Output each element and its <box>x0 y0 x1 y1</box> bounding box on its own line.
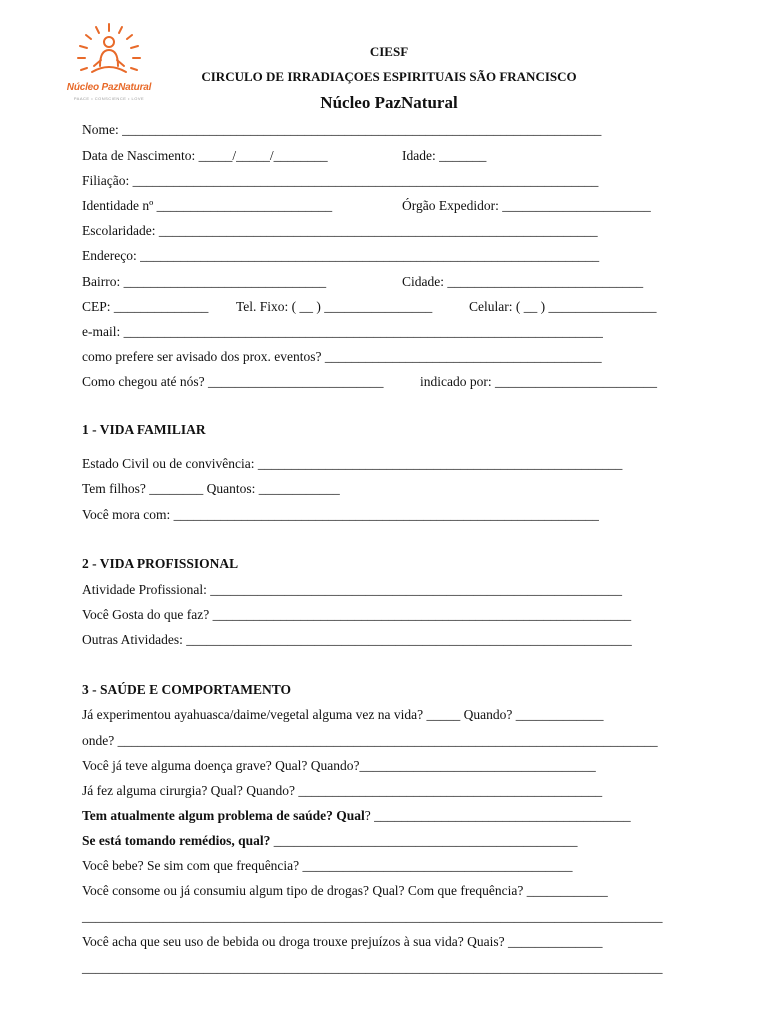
field-indicado: indicado por: ________________________ <box>420 374 657 389</box>
field-filhos[interactable]: Tem filhos? ________ Quantos: ____________ <box>82 481 340 496</box>
field-bairro-cidade[interactable] <box>82 274 688 292</box>
field-problema-saude[interactable] <box>82 808 688 826</box>
field-bairro: Bairro: ______________________________ <box>82 274 327 289</box>
field-identidade-orgao[interactable] <box>82 198 688 216</box>
problema-saude-label: Tem atualmente algum problema de saúde? Qual <box>82 808 365 823</box>
field-nascimento-idade[interactable] <box>82 148 688 166</box>
page-title: Núcleo PazNatural <box>320 93 458 112</box>
remedios-line: _____________________________________________ <box>270 833 578 848</box>
field-drogas-line[interactable]: ______________________________________________________________________________________ <box>82 909 663 924</box>
problema-saude-line: ? ______________________________________ <box>364 808 631 823</box>
field-celular: Celular: ( __ ) ________________ <box>469 299 657 314</box>
field-remedios[interactable] <box>82 833 688 851</box>
field-onde[interactable]: onde? ________________________________________________________________________________ <box>82 733 658 748</box>
field-gosta[interactable]: Você Gosta do que faz? ______________________________________________________________ <box>82 607 632 622</box>
field-identidade: Identidade nº __________________________ <box>82 198 333 213</box>
field-idade: Idade: _______ <box>402 148 487 163</box>
field-drogas[interactable]: Você consome ou já consumiu algum tipo de drogas? Qual? Com que frequência? ____________ <box>82 883 608 898</box>
remedios-label: Se está tomando remédios, qual? <box>82 833 271 848</box>
field-cep-telefones[interactable] <box>82 299 688 317</box>
field-cirurgia[interactable]: Já fez alguma cirurgia? Qual? Quando? _____________________________________________ <box>82 783 603 798</box>
field-outras-atividades[interactable]: Outras Atividades: __________________________________________________________________ <box>82 632 632 647</box>
logo-name: Núcleo PazNatural <box>66 82 152 93</box>
field-aviso[interactable]: como prefere ser avisado dos prox. eventos? _________________________________________ <box>82 349 602 364</box>
field-nascimento: Data de Nascimento: _____/_____/________ <box>82 148 328 163</box>
field-bebe[interactable]: Você bebe? Se sim com que frequência? ________________________________________ <box>82 858 573 873</box>
field-tel-fixo: Tel. Fixo: ( __ ) ________________ <box>236 299 433 314</box>
field-atividade[interactable]: Atividade Profissional: _____________________________________________________________ <box>82 582 622 597</box>
field-cidade: Cidade: _____________________________ <box>402 274 644 289</box>
logo-tagline: PAACE • CONSCIENCE • LOVE <box>73 96 145 101</box>
org-full-name: CIRCULO DE IRRADIAÇOES ESPIRITUAIS SÃO FRANCISCO <box>201 69 577 84</box>
field-cep: CEP: ______________ <box>82 299 209 314</box>
field-ayahuasca[interactable]: Já experimentou ayahuasca/daime/vegetal alguma vez na vida? _____ Quando? _____________ <box>82 707 604 722</box>
logo <box>66 22 152 104</box>
field-prejuizos-line[interactable]: ______________________________________________________________________________________ <box>82 960 663 975</box>
field-orgao: Órgão Expedidor: ______________________ <box>402 198 651 213</box>
section-vida-profissional-title: 2 - VIDA PROFISSIONAL <box>82 556 239 571</box>
section-saude-title: 3 - SAÚDE E COMPORTAMENTO <box>82 682 292 697</box>
field-prejuizos[interactable]: Você acha que seu uso de bebida ou droga trouxe prejuízos à sua vida? Quais? ______________ <box>82 934 603 949</box>
field-doenca[interactable]: Você já teve alguma doença grave? Qual? Quando?___________________________________ <box>82 758 596 773</box>
field-chegou-indicado[interactable] <box>82 374 688 392</box>
field-chegou: Como chegou até nós? __________________________ <box>82 374 384 389</box>
field-escolaridade[interactable]: Escolaridade: _________________________________________________________________ <box>82 223 598 238</box>
field-endereco[interactable]: Endereço: ____________________________________________________________________ <box>82 248 600 263</box>
field-filiacao[interactable]: Filiação: _____________________________________________________________________ <box>82 173 599 188</box>
field-email[interactable]: e-mail: _______________________________________________________________________ <box>82 324 603 339</box>
org-acronym: CIESF <box>369 44 409 59</box>
field-nome[interactable]: Nome: _______________________________________________________________________ <box>82 122 602 137</box>
field-estado-civil[interactable]: Estado Civil ou de convivência: ______________________________________________________ <box>82 456 623 471</box>
section-vida-familiar-title: 1 - VIDA FAMILIAR <box>82 422 206 437</box>
field-mora-com[interactable]: Você mora com: _______________________________________________________________ <box>82 507 599 522</box>
